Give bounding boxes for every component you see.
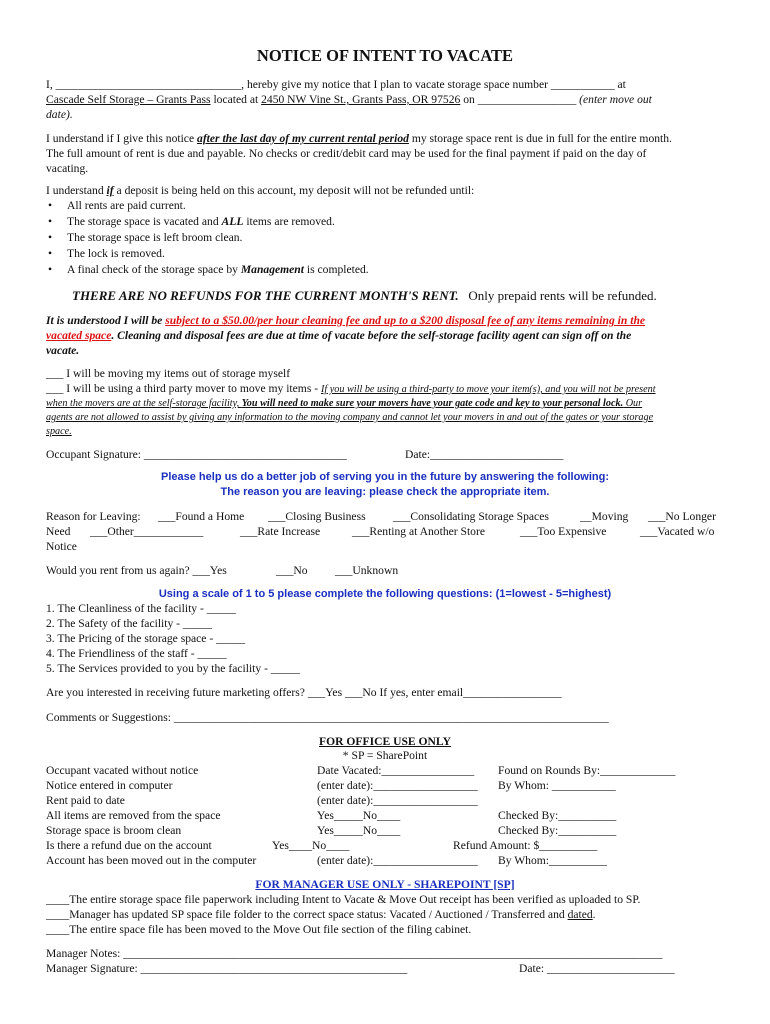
period-text: . [592,908,596,921]
office-field[interactable]: (enter date):__________________ [317,779,478,792]
fees-line-2 [46,328,631,343]
reason-moving[interactable]: __Moving [580,510,629,523]
office-use-heading: FOR OFFICE USE ONLY [319,735,451,748]
rent-again-question[interactable]: Would you rent from us again? ___Yes [46,564,227,577]
reason-too-expensive[interactable]: ___Too Expensive [520,525,607,538]
mover-note-line-4: space. [46,426,72,437]
facility-name: Cascade Self Storage – Grants Pass [46,93,211,106]
scale-heading: Using a scale of 1 to 5 please complete the following questions: (1=lowest - 5=highest) [158,588,612,600]
manager-check-2-text: ____Manager has updated SP space file folder to the correct space status: Vacated / Auctioned / Transferred and [46,908,568,921]
mover-note-a: when the movers are at the self-storage facility, [46,398,242,409]
reason-vacated-without-notice[interactable]: ___Vacated w/o [640,525,715,538]
manager-signature-field[interactable]: Manager Signature: ______________________________________________ [46,962,408,975]
intro-line-2 [46,92,652,107]
office-label: Occupant vacated without notice [46,764,199,777]
reason-notice-text: Notice [46,540,77,553]
office-field[interactable]: Yes_____No____ [317,824,401,837]
office-label: Notice entered in computer [46,779,173,792]
office-field[interactable]: By Whom: ___________ [498,779,616,792]
reason-renting-elsewhere[interactable]: ___Renting at Another Store [352,525,485,538]
office-label: Rent paid to date [46,794,125,807]
fees-amount: subject to a $50.00/per hour cleaning fee and up to a $200 disposal fee of any items remaining in the [165,314,646,327]
office-label: Account has been moved out in the computer [46,854,257,867]
rating-services[interactable]: 5. The Services provided to you by the facility - _____ [46,662,300,675]
manager-check-2[interactable] [46,907,596,922]
occupant-signature-field[interactable]: Occupant Signature: ___________________________________ [46,448,347,461]
emphasis-text: Management [240,263,304,276]
survey-heading-1: Please help us do a better job of serving you in the future by answering the following: [161,471,609,483]
manager-notes-field[interactable]: Manager Notes: _____________________________________________________________________________________________ [46,947,663,960]
signature-date-field[interactable]: Date:_______________________ [405,448,564,461]
facility-address: 2450 NW Vine St., Grants Pass, OR 97526 [261,93,461,106]
mover-note-b: You will need to make sure your movers have your gate code and key to your personal lock. [241,398,624,409]
office-field[interactable]: Found on Rounds By:_____________ [498,764,676,777]
office-field[interactable]: Yes_____No____ [317,809,401,822]
fees-d: . Cleaning and disposal fees are due at time of vacate before the self-storage facility agent can sign off on the [111,329,632,342]
rent-again-unknown[interactable]: ___Unknown [335,564,399,577]
office-field[interactable]: Date Vacated:________________ [317,764,475,777]
deposit-conditions-list [46,198,369,278]
located-at-text: located at [210,93,262,106]
reason-consolidating[interactable]: ___Consolidating Storage Spaces [393,510,549,523]
deposit-intro [46,183,474,198]
comments-field[interactable]: Comments or Suggestions: ___________________________________________________________________________ [46,711,609,724]
office-label: Is there a refund due on the account [46,839,212,852]
rating-pricing[interactable]: 3. The Pricing of the storage space - _____ [46,632,246,645]
rent-para-line-2: The full amount of rent is due and payable. No checks or credit/debit card may be used for the final payment if paid on the day of [46,147,647,160]
office-field[interactable]: (enter date):__________________ [317,794,478,807]
fees-a: It is understood I will be [46,314,166,327]
sharepoint-note: * SP = SharePoint [342,749,428,762]
office-field[interactable]: Checked By:__________ [498,824,617,837]
prepaid-refund-text: Only prepaid rents will be refunded. [468,288,657,303]
rent-para-line-1 [46,131,672,146]
deposit-c: a deposit is being held on this account, my deposit will not be refunded until: [113,184,475,197]
refund-yes-no-field[interactable]: Yes____No____ [272,839,350,852]
intro-line-1[interactable]: I, ________________________________, hereby give my notice that I plan to vacate storage space number ___________ at [46,78,626,91]
office-field[interactable]: By Whom:__________ [498,854,607,867]
office-label: Storage space is broom clean [46,824,182,837]
rent-para-a: I understand if I give this notice [46,132,198,145]
page-title: NOTICE OF INTENT TO VACATE [256,46,514,65]
fees-line-3: vacate. [46,344,80,357]
manager-date-field[interactable]: Date: ______________________ [519,962,675,975]
rating-cleanliness[interactable]: 1. The Cleanliness of the facility - _____ [46,602,236,615]
marketing-offers-question[interactable]: Are you interested in receiving future marketing offers? ___Yes ___No If yes, enter email_________________ [46,686,562,699]
move-self-option[interactable]: ___ I will be moving my items out of storage myself [46,367,291,380]
no-refunds-notice [72,288,657,303]
third-party-note: If you will be using a third-party to move your item(s), and you will not be present [320,384,656,395]
no-refunds-text: THERE ARE NO REFUNDS FOR THE CURRENT MONTH'S RENT. [72,288,459,303]
rent-para-emphasis: after the last day of my current rental period [197,132,409,145]
emphasis-text: ALL [221,215,244,228]
list-item: • The storage space is left broom clean. [46,230,369,246]
mover-note-line-3: agents are not allowed to assist by giving any information to the moving company and cannot let your movers in and out of the gates or your storage [46,412,654,423]
mover-note-line-2 [46,396,642,411]
list-item: • All rents are paid current. [46,198,369,214]
mover-note-c: Our [623,398,643,409]
intro-line-3: date). [46,108,73,121]
rent-para-line-3: vacating. [46,162,89,175]
rent-para-c: my storage space rent is due in full for the entire month. [408,132,672,145]
refund-amount-field[interactable]: Refund Amount: $__________ [453,839,598,852]
reason-label: Reason for Leaving: [46,510,141,523]
deposit-if: if [106,184,114,197]
move-third-party-option[interactable] [46,381,656,397]
manager-check-3[interactable]: ____The entire space file has been moved to the Move Out file section of the filing cabinet. [46,923,472,936]
reason-need-text: Need [46,525,71,538]
list-item: • The storage space is vacated and ALL items are removed. [46,214,369,230]
manager-use-heading: FOR MANAGER USE ONLY - SHAREPOINT [SP] [255,878,515,891]
list-item: • A final check of the storage space by Management is completed. [46,262,369,278]
deposit-a: I understand [46,184,107,197]
office-label: All items are removed from the space [46,809,221,822]
list-item: • The lock is removed. [46,246,369,262]
reason-closing-business[interactable]: ___Closing Business [268,510,366,523]
reason-no-longer-need[interactable]: ___No Longer [648,510,716,523]
office-field[interactable]: (enter date):__________________ [317,854,478,867]
reason-rate-increase[interactable]: ___Rate Increase [240,525,321,538]
rating-friendliness[interactable]: 4. The Friendliness of the staff - _____ [46,647,227,660]
move-out-hint: (enter move out [579,93,652,106]
office-field[interactable]: Checked By:__________ [498,809,617,822]
move-out-date-field[interactable]: on _________________ [460,93,580,106]
fees-vacated-space: vacated space [46,329,112,342]
reason-other[interactable]: ___Other____________ [90,525,204,538]
fees-line-1 [46,313,645,328]
dated-text: dated [567,908,593,921]
reason-found-home[interactable]: ___Found a Home [158,510,245,523]
third-party-text: ___ I will be using a third party mover to move my items - [46,382,321,395]
rating-safety[interactable]: 2. The Safety of the facility - _____ [46,617,212,630]
rent-again-no[interactable]: ___No [276,564,308,577]
survey-heading-2: The reason you are leaving: please check the appropriate item. [220,486,550,498]
manager-check-1[interactable]: ____The entire storage space file paperwork including Intent to Vacate & Move Out receipt has been verified as uploaded to SP. [46,893,641,906]
